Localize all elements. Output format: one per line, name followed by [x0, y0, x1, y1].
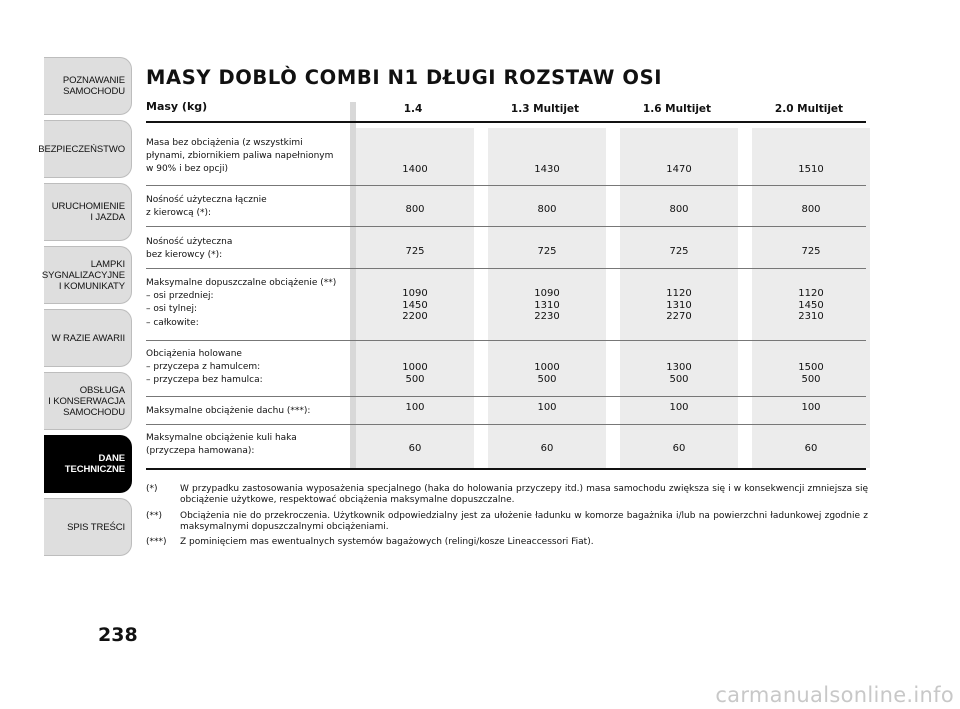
footnote [146, 537, 868, 548]
row-divider [146, 226, 866, 227]
table-cell: 60 [408, 443, 422, 454]
row-label-obciazenie-dachu: Maksymalne obciążenie dachu (***): [146, 406, 311, 416]
table-cell: 725 [801, 246, 821, 257]
column-header-1-6-multijet: 1.6 Multijet [642, 103, 712, 115]
tab-w-razie-awarii[interactable]: W RAZIE AWARII [44, 309, 132, 367]
tab-lampki-sygnalizacyjne[interactable]: LAMPKI SYGNALIZACYJNE I KOMUNIKATY [44, 246, 132, 304]
table-cell: 1120 1450 2310 [798, 288, 824, 322]
table-bottom-rule [146, 468, 866, 470]
footnote [146, 484, 868, 507]
row-label-nosnosc-z-kierowca: Nośność użyteczna łącznie z kierowcą (*): [146, 195, 267, 219]
footnote-text: Z pominięciem mas ewentualnych systemów bagażowych (relingi/kosze Lineaccessori Fiat). [180, 537, 594, 548]
row-divider [146, 340, 866, 341]
footnote-text: W przypadku zastosowania wyposażenia specjalnego (haka do holowania przyczepy itd.) masa samochodu zwiększa się i w konsekwencji zmniejsza się obciążenie użytkowe, respektować obciążenia maksymalne dopuszczalne. [180, 484, 868, 506]
table-cell: 1090 1450 2200 [402, 288, 428, 322]
table-cell: 1090 1310 2230 [534, 288, 560, 322]
table-cell: 800 [669, 204, 689, 215]
footnote-mark: (*) [146, 484, 158, 494]
table-cell: 800 [405, 204, 425, 215]
table-cell: 725 [537, 246, 557, 257]
tab-uruchomienie-i-jazda[interactable]: URUCHOMIENIE I JAZDA [44, 183, 132, 241]
footnote-mark: (**) [146, 510, 163, 521]
row-label-nosnosc-bez-kierowcy: Nośność użyteczna bez kierowcy (*): [146, 237, 233, 261]
table-cell: 725 [669, 246, 689, 257]
table-cell: 100 [537, 402, 557, 413]
table-cell: 60 [804, 443, 818, 454]
table-cell: 1400 [402, 164, 428, 175]
row-divider [146, 396, 866, 397]
table-cell: 100 [669, 402, 689, 413]
table-cell: 1500 500 [798, 362, 824, 385]
table-cell: 60 [672, 443, 686, 454]
table-cell: 800 [537, 204, 557, 215]
row-label-obciazenie-kuli-haka: Maksymalne obciążenie kuli haka (przyczepa hamowana): [146, 433, 297, 457]
table-cell: 800 [801, 204, 821, 215]
footnote-mark: (***) [146, 537, 167, 548]
column-header-1-3-multijet: 1.3 Multijet [510, 103, 580, 115]
row-label-masa-bez-obciazenia: Masa bez obciążenia (z wszystkimi płynami, zbiornikiem paliwa napełnionym w 90% i bez opcji) [146, 138, 334, 175]
table-cell: 1300 500 [666, 362, 692, 385]
footnote-text: Obciążenia nie do przekroczenia. Użytkownik odpowiedzialny jest za ułożenie ładunku w komorze bagażnika i/lub na powierzchni ładunkowej zgodnie z maksymalnymi dopuszczalnymi obciążeniami. [180, 510, 868, 532]
column-header-2-0-multijet: 2.0 Multijet [774, 103, 844, 115]
table-cell: 1120 1310 2270 [666, 288, 692, 322]
row-label-obciazenia-holowane: Obciążenia holowane – przyczepa z hamulcem: – przyczepa bez hamulca: [146, 349, 263, 386]
page-number: 238 [98, 624, 138, 646]
table-cell: 1430 [534, 164, 560, 175]
table-cell: 60 [540, 443, 554, 454]
row-divider [146, 268, 866, 269]
row-divider [146, 185, 866, 186]
tab-obsluga-i-konserwacja[interactable]: OBSŁUGA I KONSERWACJA SAMOCHODU [44, 372, 132, 430]
tab-dane-techniczne[interactable]: DANE TECHNICZNE [44, 435, 132, 493]
table-cell: 1510 [798, 164, 824, 175]
column-header-1-4: 1.4 [403, 103, 423, 115]
tab-spis-tresci[interactable]: SPIS TREŚCI [44, 498, 132, 556]
row-divider [146, 424, 866, 425]
chapter-sidebar [38, 57, 132, 561]
tab-poznawanie-samochodu[interactable]: POZNAWANIE SAMOCHODU [44, 57, 132, 115]
table-cell: 1470 [666, 164, 692, 175]
footnote [146, 511, 868, 534]
table-cell: 1000 500 [534, 362, 560, 385]
watermark: carmanualsonline.info [715, 683, 954, 707]
table-cell: 725 [405, 246, 425, 257]
table-header-label: Masy (kg) [146, 100, 208, 113]
row-label-maksymalne-obciazenie: Maksymalne dopuszczalne obciążenie (**) – osi przedniej: – osi tylnej: – całkowite: [146, 278, 337, 328]
page-title: MASY DOBLÒ COMBI N1 DŁUGI ROZSTAW OSI [146, 66, 663, 89]
table-cell: 1000 500 [402, 362, 428, 385]
header-rule [146, 121, 866, 123]
footnotes [146, 484, 868, 552]
table-cell: 100 [801, 402, 821, 413]
table-cell: 100 [405, 402, 425, 413]
tab-bezpieczenstwo[interactable]: BEZPIECZEŃSTWO [44, 120, 132, 178]
